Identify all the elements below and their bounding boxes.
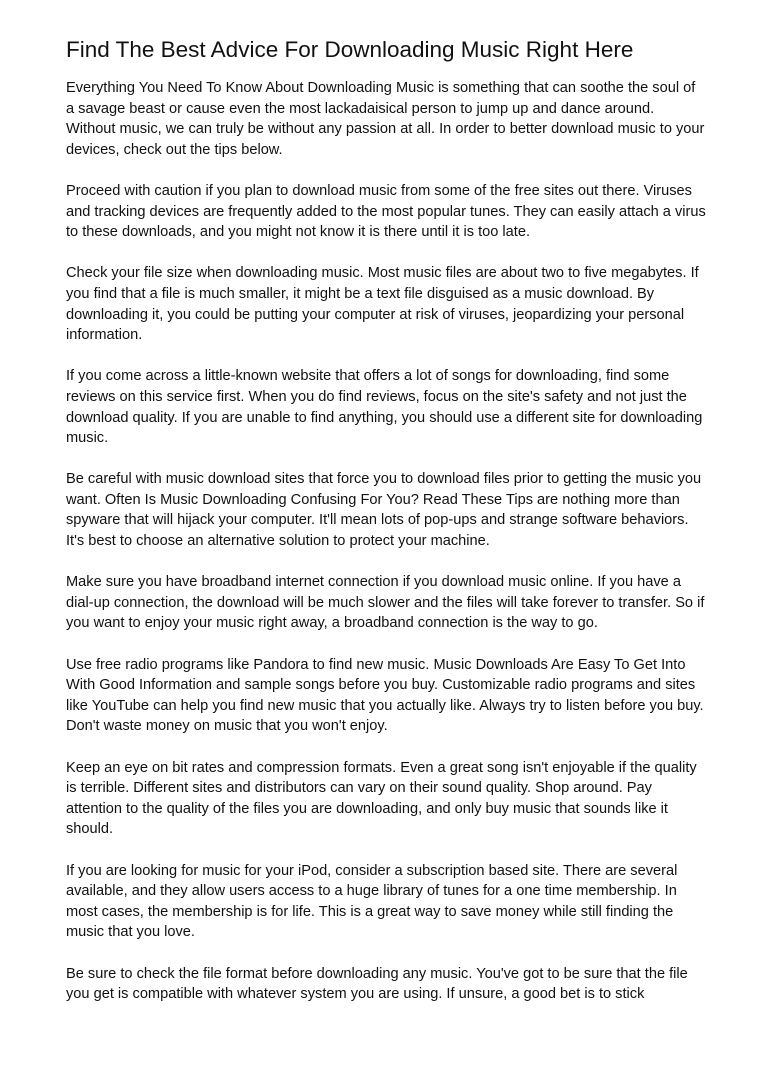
paragraph: Make sure you have broadband internet connection if you download music online. If you have a dial-up connection, the download will be much slower and the files will take forever to transfer. So if you want to enjoy your music right away, a broadband connection is the way to go. [66, 574, 705, 632]
paragraph: Proceed with caution if you plan to download music from some of the free sites out there. Viruses and tracking devices are frequently added to the most popular tunes. They can easily attach a virus to these downloads, and you might not know it is there until it is too late. [66, 182, 706, 241]
paragraph: If you are looking for music for your iPod, consider a subscription based site. There are several available, and they allow users access to a huge library of tunes for a one time membership. In most cases, the membership is for life. This is a great way to save money while still finding the music that you love. [66, 862, 678, 941]
paragraph: Be sure to check the file format before downloading any music. You've got to be sure that the file you get is compatible with whatever system you are using. If unsure, a good bet is to stick [66, 965, 688, 1003]
paragraph: Use free radio programs like Pandora to find new music. Music Downloads Are Easy To Get Into With Good Information and sample songs before you buy. Customizable radio programs and sites like YouTube can help you find new music that you actually like. Always try to listen before you buy. Don't waste money on music that you won't enjoy. [66, 656, 704, 735]
paragraph: Everything You Need To Know About Downloading Music is something that can soothe the soul of a savage beast or cause even the most lackadaisical person to jump up and dance around. Without music, we can truly be without any passion at all. In order to better download music to your devices, check out the tips below. [66, 80, 705, 158]
paragraph: Be careful with music download sites that force you to download files prior to getting the music you want. Often Is Music Downloading Confusing For You? Read These Tips are nothing more than spyware that will hijack your computer. It'll mean lots of pop-ups and strange software behaviors. It's best to choose an alternative solution to protect your machine. [66, 471, 702, 550]
document-title: Find The Best Advice For Downloading Music Right Here [66, 37, 634, 62]
paragraph: If you come across a little-known website that offers a lot of songs for downloading, find some reviews on this service first. When you do find reviews, focus on the site's safety and not just the download quality. If you are unable to find anything, you should use a different site for downloading music. [66, 368, 703, 447]
paragraph: Keep an eye on bit rates and compression formats. Even a great song isn't enjoyable if the quality is terrible. Different sites and distributors can vary on their sound quality. Shop around. Pay attention to the quality of the files you are downloading, and only buy music that sounds like it should. [66, 759, 697, 838]
document-page [66, 35, 706, 1025]
paragraph: Check your file size when downloading music. Most music files are about two to five megabytes. If you find that a file is much smaller, it might be a text file disguised as a music download. By downloading it, you could be putting your computer at risk of viruses, jeopardizing your personal information. [66, 265, 699, 344]
